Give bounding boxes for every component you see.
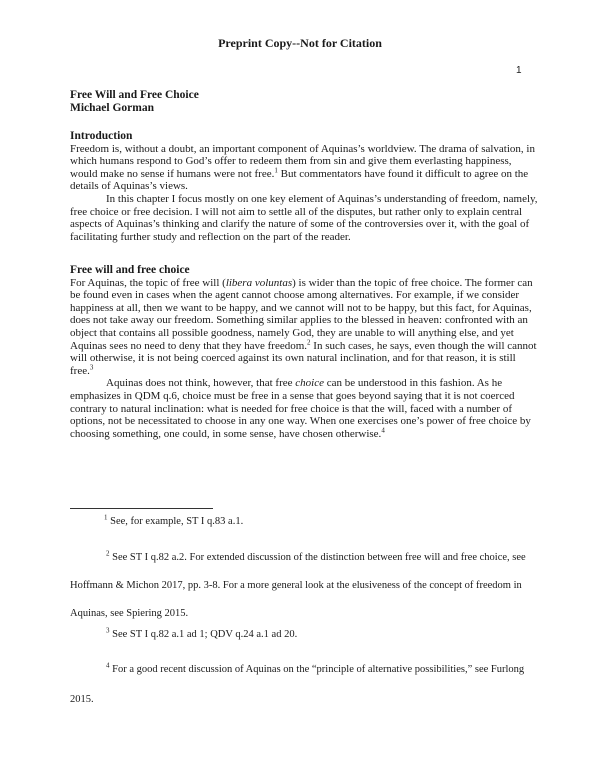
footnote-ref-4[interactable]: 4	[381, 426, 385, 435]
fw-p1-text-c: In such cases, he says, even though the will cannot will otherwise, it is not being coerced against its own natural inclination, and for that reason, it is still free.	[70, 339, 537, 377]
page-number: 1	[516, 65, 522, 76]
title-block	[70, 89, 199, 115]
footnote-4-text: For a good recent discussion of Aquinas on the “principle of alternative possibilities,” see Furlong 2015.	[70, 664, 525, 705]
paper-title: Free Will and Free Choice	[70, 89, 199, 101]
footnote-3	[70, 628, 540, 641]
intro-p1-text-a: Freedom is, without a doubt, an important component of Aquinas’s worldview. The drama of salvation, in which humans respond to God’s offer to redeem them from sin and give them everlasting happiness, would make no sense if humans were not free.	[70, 142, 535, 180]
introduction-section	[70, 130, 540, 243]
footnote-1	[70, 515, 540, 528]
footnote-ref-3[interactable]: 3	[89, 363, 94, 372]
footnote-ref-2[interactable]: 2	[307, 337, 311, 346]
footnote-4	[70, 655, 540, 715]
free-will-heading: Free will and free choice	[70, 264, 190, 276]
footnote-3-text: See ST I q.82 a.1 ad 1; QDV q.24 a.1 ad 20.	[109, 629, 298, 640]
preprint-header: Preprint Copy--Not for Citation	[218, 36, 382, 50]
intro-p1-text-b: But commentators have found it difficult to agree on the details of Aquinas’s views.	[70, 167, 529, 193]
fw-p1-text-a: For Aquinas, the topic of free will (	[70, 276, 226, 289]
footnote-2-text: See ST I q.82 a.2. For extended discussion of the distinction between free will and free choice, see Hoffmann & Michon 2017, pp. 3-8. For a more general look at the elusiveness of the concept of freedom in Aquinas, see Spiering 2015.	[70, 552, 526, 619]
latin-term: libera voluntas	[225, 276, 293, 289]
intro-paragraph-2: In this chapter I focus mostly on one key element of Aquinas’s understanding of freedom, namely, free choice or free decision. I will not aim to settle all of the disputes, but rather only to explain central aspects of Aquinas’s thinking and clarify the nature of some of the controversies over it, with the goal of facilitating further study and reflection on the part of the reader.	[70, 192, 538, 243]
footnote-ref-1[interactable]: 1	[274, 166, 278, 175]
fw-p1-text-b: ) is wider than the topic of free choice. The former can be found even in cases when the agent cannot choose among alternatives. For example, if we consider happiness at all, then we want to be happy, and we cannot will not to be happy, but this fact, for Aquinas, does not take away our freedom. Something similar applies to the blessed in heaven: confronted with an object that contains all possible goodness, namely God, they are unable to will anything else, and yet Aquinas sees no need to deny that they have freedom.	[70, 276, 533, 352]
footnote-4-number: 4	[106, 661, 110, 670]
paper-author: Michael Gorman	[70, 102, 154, 114]
free-will-section	[70, 264, 540, 440]
footnote-divider	[70, 508, 213, 509]
free-will-paragraph-2	[70, 377, 540, 440]
footnote-1-number: 1	[104, 513, 108, 522]
footnote-2	[70, 544, 540, 628]
introduction-heading: Introduction	[70, 130, 133, 142]
free-will-paragraph-1	[70, 277, 540, 378]
fw-p2-text-a: Aquinas does not think, however, that free	[106, 377, 296, 390]
fw-p2-text-b: can be understood in this fashion. As he emphasizes in QDM q.6, choice must be free in a sense that goes beyond saying that it is not coerced contrary to natural inclination: what is needed for free choice is that the will, faced with a number of options, not be necessitated to choose in any one way. When one exercises one’s power of free choice by choosing something, one could, in some sense, have chosen otherwise.	[70, 377, 531, 440]
footnote-1-text: See, for example, ST I q.83 a.1.	[107, 516, 244, 527]
intro-paragraph-1	[70, 143, 540, 193]
footnote-3-number: 3	[106, 626, 110, 635]
footnote-2-number: 2	[106, 549, 110, 558]
choice-emphasis: choice	[295, 377, 324, 390]
